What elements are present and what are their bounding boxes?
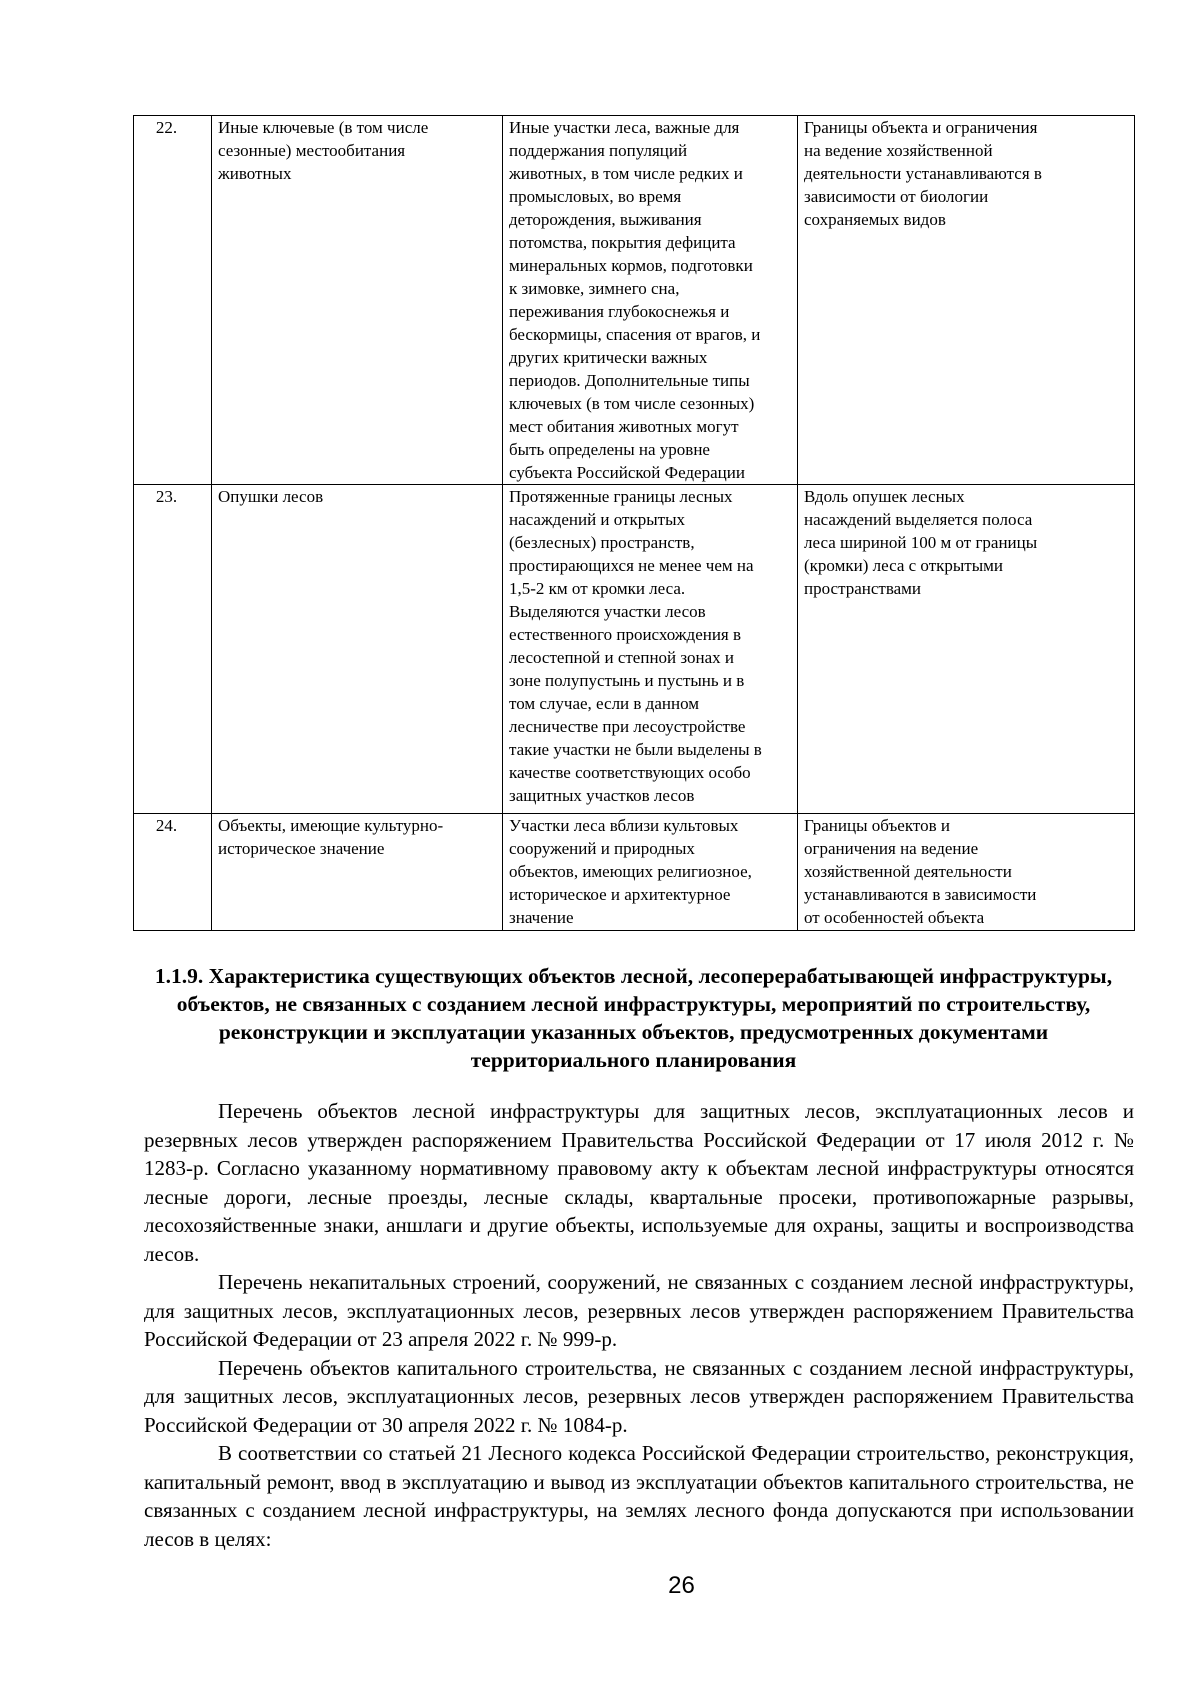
object-restrictions: Границы объектов и ограничения на ведение хозяйственной деятельности устанавливаются в зависимости от особенностей объекта <box>798 814 1135 931</box>
object-restrictions: Границы объекта и ограничения на ведение хозяйственной деятельности устанавливаются в зависимости от биологии сохраняемых видов <box>798 116 1135 485</box>
table-row <box>134 485 1135 814</box>
object-description: Иные участки леса, важные для поддержания популяций животных, в том числе редких и промысловых, во время деторождения, выживания потомства, покрытия дефицита минеральных кормов, подготовки к зимовке, зимнего сна, переживания глубокоснежья и бескормицы, спасения от врагов, и других критически важных периодов. Дополнительные типы ключевых (в том числе сезонных) мест обитания животных могут быть определены на уровне субъекта Российской Федерации <box>503 116 798 485</box>
object-description: Участки леса вблизи культовых сооружений и природных объектов, имеющих религиозное, историческое и архитектурное значение <box>503 814 798 931</box>
paragraph: Перечень объектов лесной инфраструктуры для защитных лесов, эксплуатационных лесов и резервных лесов утвержден распоряжением Правительства Российской Федерации от 17 июля 2012 г. № 1283-р. Согласно указанному нормативному правовому акту к объектам лесной инфраструктуры относятся лесные дороги, лесные проезды, лесные склады, квартальные просеки, противопожарные разрывы, лесохозяйственные знаки, аншлаги и другие объекты, используемые для охраны, защиты и воспроизводства лесов. <box>144 1099 1134 1266</box>
object-name: Иные ключевые (в том числе сезонные) местообитания животных <box>212 116 503 485</box>
row-number: 22. <box>134 116 212 485</box>
table-row <box>134 814 1135 931</box>
object-name: Объекты, имеющие культурно- историческое значение <box>212 814 503 931</box>
object-description: Протяженные границы лесных насаждений и открытых (безлесных) пространств, простирающихся не менее чем на 1,5-2 км от кромки леса. Выделяются участки лесов естественного происхождения в лесостепной и степной зонах и зоне полупустынь и пустынь и в том случае, если в данном лесничестве при лесоустройстве такие участки не были выделены в качестве соответствующих особо защитных участков лесов <box>503 485 798 814</box>
paragraph: Перечень объектов капитального строительства, не связанных с созданием лесной инфраструктуры, для защитных лесов, эксплуатационных лесов, резервных лесов утвержден распоряжением Правительства Российской Федерации от 30 апреля 2022 г. № 1084-р. <box>144 1355 1134 1437</box>
paragraph: Перечень некапитальных строений, сооружений, не связанных с созданием лесной инфраструктуры, для защитных лесов, эксплуатационных лесов, резервных лесов утвержден распоряжением Правительства Российской Федерации от 23 апреля 2022 г. № 999-р. <box>144 1270 1134 1351</box>
section-body <box>144 1097 1134 1553</box>
page-number: 26 <box>668 1572 695 1599</box>
object-name: Опушки лесов <box>212 485 503 814</box>
protected-areas-table <box>133 115 1135 931</box>
row-number: 23. <box>134 485 212 814</box>
row-number: 24. <box>134 814 212 931</box>
object-restrictions: Вдоль опушек лесных насаждений выделяется полоса леса шириной 100 м от границы (кромки) леса с открытыми пространствами <box>798 485 1135 814</box>
table-row <box>134 116 1135 485</box>
section-heading: 1.1.9. Характеристика существующих объектов лесной, лесоперерабатывающей инфраструктуры, объектов, не связанных с созданием лесной инфраструктуры, мероприятий по строительству, реконструкции и эксплуатации указанных объектов, предусмотренных документами территориального планирования <box>154 964 1113 1072</box>
paragraph: В соответствии со статьей 21 Лесного кодекса Российской Федерации строительство, реконструкция, капитальный ремонт, ввод в эксплуатацию и вывод из эксплуатации объектов капитального строительства, не связанных с созданием лесной инфраструктуры, на землях лесного фонда допускаются при использовании лесов в целях: <box>144 1441 1134 1551</box>
